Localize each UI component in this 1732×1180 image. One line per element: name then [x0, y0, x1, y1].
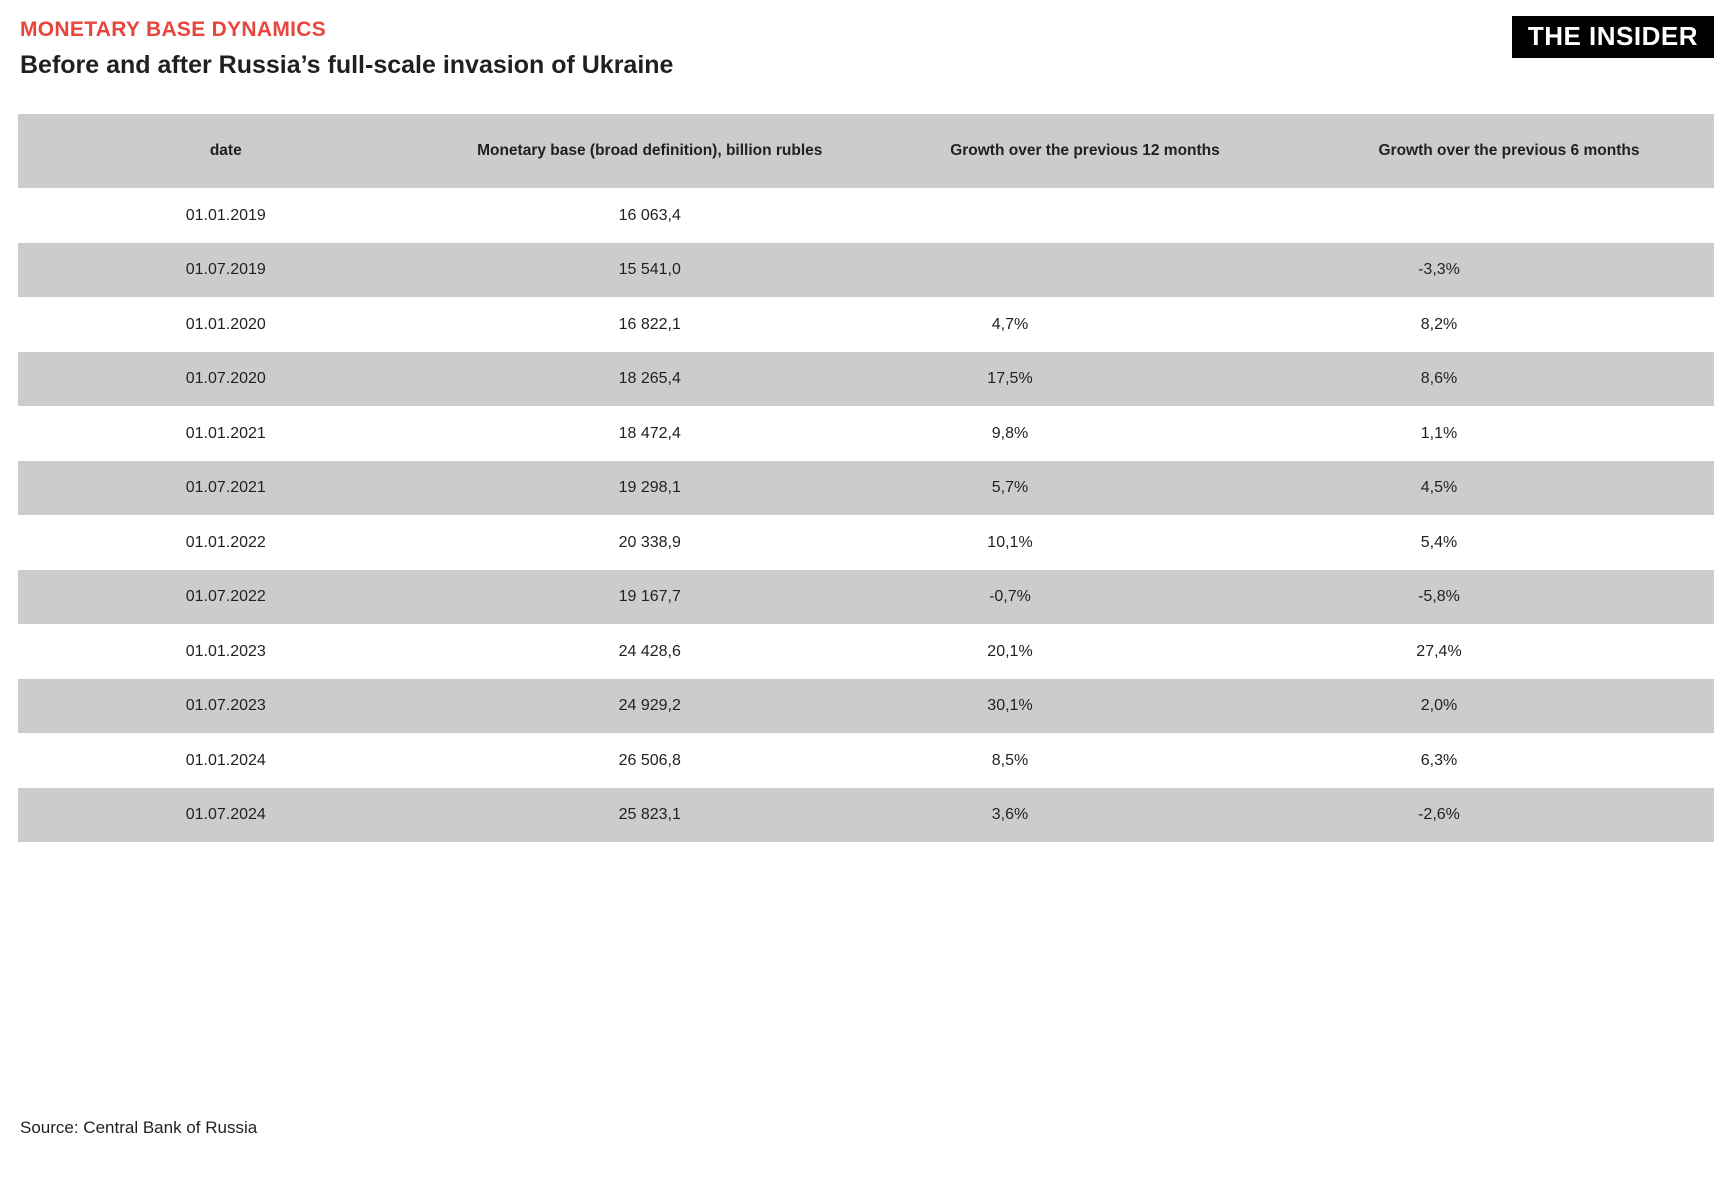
cell-date: 01.07.2019 [18, 243, 434, 298]
cell-growth-6m: -3,3% [1290, 243, 1714, 298]
cell-monetary-base: 16 063,4 [434, 188, 866, 243]
cell-growth-12m: 10,1% [866, 515, 1290, 570]
cell-monetary-base: 19 167,7 [434, 570, 866, 625]
cell-monetary-base: 25 823,1 [434, 788, 866, 843]
table-body [18, 188, 1714, 842]
cell-growth-6m: 1,1% [1290, 406, 1714, 461]
cell-date: 01.07.2023 [18, 679, 434, 734]
source-note: Source: Central Bank of Russia [20, 1118, 258, 1137]
cell-growth-6m: 27,4% [1290, 624, 1714, 679]
header [18, 0, 1714, 92]
cell-growth-12m [866, 188, 1290, 243]
cell-growth-12m: 30,1% [866, 679, 1290, 734]
cell-monetary-base: 24 428,6 [434, 624, 866, 679]
cell-date: 01.01.2020 [18, 297, 434, 352]
cell-growth-12m [866, 243, 1290, 298]
table-row [18, 788, 1714, 843]
table-row [18, 461, 1714, 516]
table-header-row [18, 114, 1714, 188]
table-row [18, 297, 1714, 352]
cell-monetary-base: 18 265,4 [434, 352, 866, 407]
table-row [18, 570, 1714, 625]
column-header-date: date [18, 114, 434, 188]
table-row [18, 624, 1714, 679]
table-row [18, 352, 1714, 407]
cell-date: 01.01.2019 [18, 188, 434, 243]
column-header-growth-6m: Growth over the previous 6 months [1290, 114, 1714, 188]
cell-growth-12m: 8,5% [866, 733, 1290, 788]
cell-growth-12m: 20,1% [866, 624, 1290, 679]
page-title: Before and after Russia’s full-scale invasion of Ukraine [20, 51, 674, 80]
cell-growth-6m: 8,6% [1290, 352, 1714, 407]
table-row [18, 243, 1714, 298]
cell-growth-6m: 8,2% [1290, 297, 1714, 352]
page-kicker: MONETARY BASE DYNAMICS [20, 18, 327, 41]
column-header-growth-12m: Growth over the previous 12 months [866, 114, 1290, 188]
cell-date: 01.01.2022 [18, 515, 434, 570]
cell-growth-12m: 3,6% [866, 788, 1290, 843]
cell-date: 01.07.2021 [18, 461, 434, 516]
table-row [18, 733, 1714, 788]
table-header [18, 114, 1714, 188]
cell-monetary-base: 18 472,4 [434, 406, 866, 461]
cell-date: 01.01.2023 [18, 624, 434, 679]
cell-growth-6m: 2,0% [1290, 679, 1714, 734]
cell-growth-12m: 4,7% [866, 297, 1290, 352]
cell-growth-12m: -0,7% [866, 570, 1290, 625]
cell-monetary-base: 15 541,0 [434, 243, 866, 298]
cell-growth-6m: 6,3% [1290, 733, 1714, 788]
cell-growth-12m: 17,5% [866, 352, 1290, 407]
cell-monetary-base: 16 822,1 [434, 297, 866, 352]
brand-logo: THE INSIDER [1512, 16, 1714, 58]
monetary-base-table [18, 114, 1714, 842]
cell-growth-6m [1290, 188, 1714, 243]
cell-date: 01.07.2024 [18, 788, 434, 843]
cell-growth-6m: -5,8% [1290, 570, 1714, 625]
cell-growth-6m: 5,4% [1290, 515, 1714, 570]
table-row [18, 188, 1714, 243]
table-row [18, 515, 1714, 570]
cell-growth-12m: 5,7% [866, 461, 1290, 516]
cell-date: 01.07.2020 [18, 352, 434, 407]
column-header-monetary-base: Monetary base (broad definition), billion rubles [434, 114, 866, 188]
cell-monetary-base: 26 506,8 [434, 733, 866, 788]
cell-growth-12m: 9,8% [866, 406, 1290, 461]
cell-date: 01.07.2022 [18, 570, 434, 625]
cell-growth-6m: -2,6% [1290, 788, 1714, 843]
cell-growth-6m: 4,5% [1290, 461, 1714, 516]
cell-monetary-base: 19 298,1 [434, 461, 866, 516]
table-row [18, 406, 1714, 461]
table-row [18, 679, 1714, 734]
cell-monetary-base: 24 929,2 [434, 679, 866, 734]
cell-date: 01.01.2024 [18, 733, 434, 788]
cell-monetary-base: 20 338,9 [434, 515, 866, 570]
cell-date: 01.01.2021 [18, 406, 434, 461]
